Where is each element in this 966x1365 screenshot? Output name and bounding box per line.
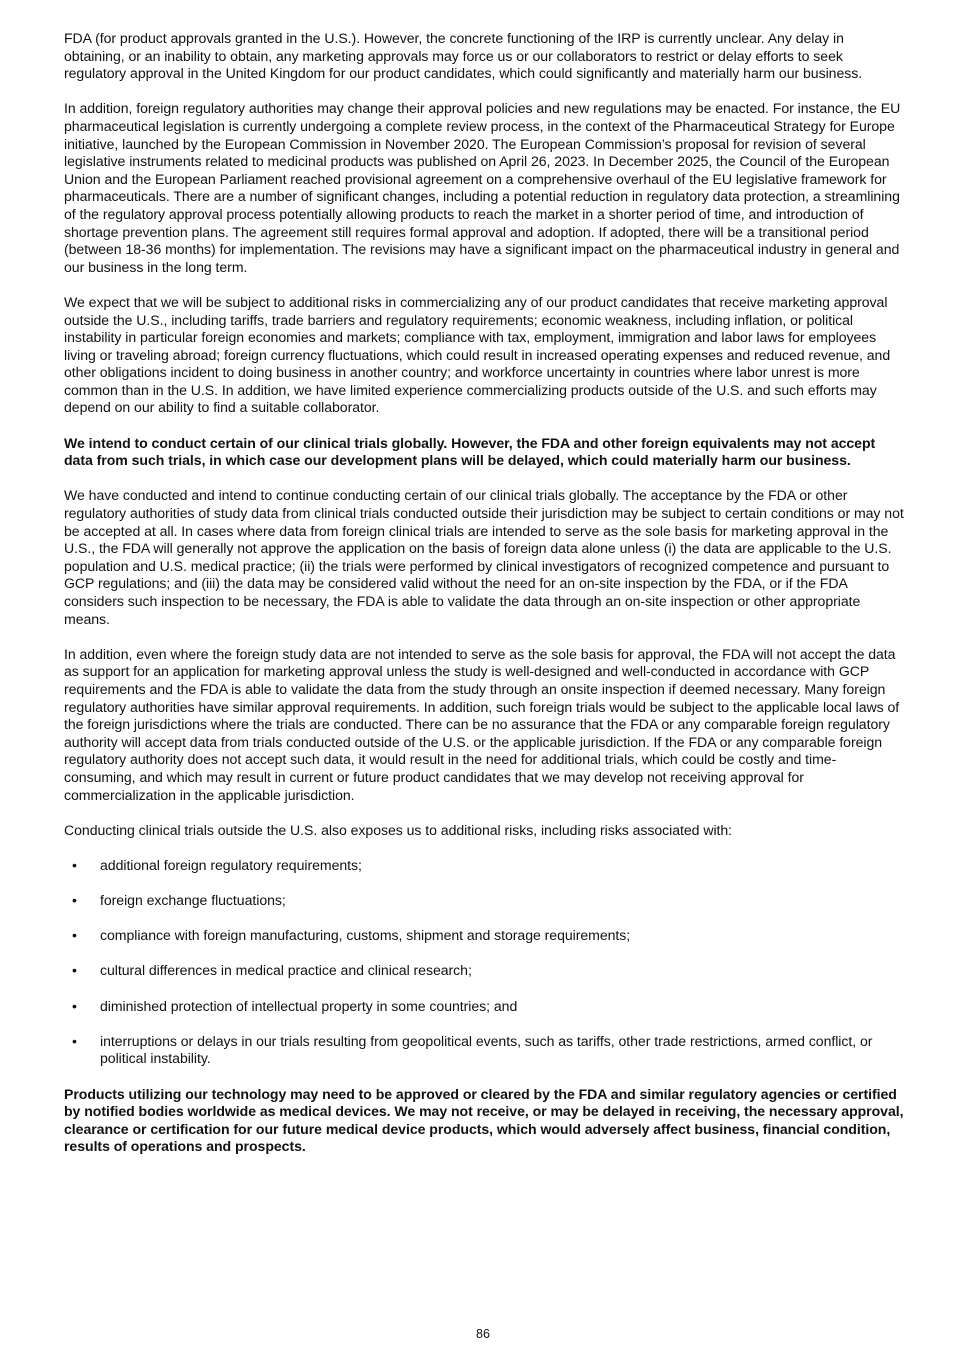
- bullet-icon: •: [72, 856, 77, 873]
- paragraph-commercialization-risks: We expect that we will be subject to additional risks in commercializing any of our product candidates that receive marketing approval outside the U.S., including tariffs, trade barriers and regulatory requirements; economic weakness, including inflation, or political instability in particular foreign economies and markets; compliance with tax, employment, immigration and labor laws for employees living or traveling abroad; foreign currency fluctuations, which could result in increased operating expenses and reduced revenue, and other obligations incident to doing business in another country; and workforce uncertainty in countries where labor unrest is more common than in the U.S. In addition, we have limited experience commercializing products outside of the U.S. and such efforts may depend on our ability to find a suitable collaborator.: [64, 293, 891, 416]
- risk-heading-medical-devices: Products utilizing our technology may need to be approved or cleared by the FDA and similar regulatory agencies or certified by notified bodies worldwide as medical devices. We may not receive, or may be delayed in receiving, the necessary approval, clearance or certification for our future medical device products, which would adversely affect business, financial condition, results of operations and prospects.: [64, 1085, 904, 1155]
- list-item-text: additional foreign regulatory requirements;: [100, 856, 362, 873]
- list-item: [64, 892, 904, 910]
- page-number: 86: [476, 1327, 490, 1341]
- risk-bullet-list: [64, 857, 904, 1068]
- paragraph-foreign-study-data: In addition, even where the foreign study data are not intended to serve as the sole basis for approval, the FDA will not accept the data as support for an application for marketing approval unless the study is well-designed and well-conducted in accordance with GCP requirements and the FDA is able to validate the data from the study through an onsite inspection if deemed necessary. Many foreign regulatory authorities have similar approval requirements. In addition, such foreign trials would be subject to the applicable local laws of the foreign jurisdictions where the trials are conducted. There can be no assurance that the FDA or any comparable foreign regulatory authority will accept data from trials conducted outside of the U.S. or the applicable jurisdiction. If the FDA or any comparable foreign regulatory authority does not accept such data, it would result in the need for additional trials, which could be costly and time-consuming, and which may result in current or future product candidates that we may develop not receiving approval for commercialization in the applicable jurisdiction.: [64, 645, 900, 803]
- paragraph-foreign-data: We have conducted and intend to continue conducting certain of our clinical trials globally. The acceptance by the FDA or other regulatory authorities of study data from clinical trials conducted outside their jurisdiction may be subject to certain conditions or may not be accepted at all. In cases where data from foreign clinical trials are intended to serve as the sole basis for marketing approval in the U.S., the FDA will generally not approve the application on the basis of foreign data alone unless (i) the data are applicable to the U.S. population and U.S. medical practice; (ii) the trials were performed by clinical investigators of recognized competence and pursuant to GCP regulations; and (iii) the data may be considered valid without the need for an on-site inspection by the FDA, or if the FDA considers such inspection to be necessary, the FDA is able to validate the data through an on-site inspection or other appropriate means.: [64, 487, 904, 627]
- bullet-icon: •: [72, 927, 77, 944]
- list-item-text: interruptions or delays in our trials resulting from geopolitical events, such as tariffs, other trade restrictions, armed conflict, or political instability.: [100, 1032, 873, 1067]
- bullet-icon: •: [72, 962, 77, 979]
- list-item: [64, 962, 904, 980]
- bullet-icon: •: [72, 1032, 77, 1049]
- list-item-text: foreign exchange fluctuations;: [100, 892, 286, 909]
- bullet-icon: •: [72, 997, 77, 1014]
- list-item-text: diminished protection of intellectual property in some countries; and: [100, 997, 518, 1014]
- list-item: [64, 857, 904, 875]
- paragraph-irp: FDA (for product approvals granted in the U.S.). However, the concrete functioning of the IRP is currently unclear. Any delay in obtaining, or an inability to obtain, any marketing approvals may force us or our collaborators to restrict or delay efforts to seek regulatory approval in the United Kingdom for our product candidates, which could significantly and materially harm our business.: [64, 30, 863, 82]
- paragraph-eu-legislation: In addition, foreign regulatory authorities may change their approval policies and new regulations may be enacted. For instance, the EU pharmaceutical legislation is currently undergoing a complete review process, in the context of the Pharmaceutical Strategy for Europe initiative, launched by the European Commission in November 2020. The European Commission’s proposal for revision of several legislative instruments related to medicinal products was published on April 26, 2023. In December 2025, the Council of the European Union and the European Parliament reached provisional agreement on a comprehensive overhaul of the EU legislative framework for pharmaceuticals. There are a number of significant changes, including a potential reduction in regulatory data protection, a streamlining of the regulatory approval process potentially allowing products to reach the market in a shorter period of time, and introduction of shortage prevention plans. The agreement still requires formal approval and adoption. If adopted, there will be a transitional period (between 18-36 months) for implementation. The revisions may have a significant impact on the pharmaceutical industry in general and our business in the long term.: [64, 100, 901, 275]
- risk-heading-global-trials: We intend to conduct certain of our clinical trials globally. However, the FDA and other foreign equivalents may not accept data from such trials, in which case our development plans will be delayed, which could materially harm our business.: [64, 434, 876, 469]
- paragraph-risks-intro: Conducting clinical trials outside the U.S. also exposes us to additional risks, including risks associated with:: [64, 821, 733, 838]
- list-item: [64, 998, 904, 1016]
- list-item: [64, 1033, 904, 1068]
- list-item-text: compliance with foreign manufacturing, customs, shipment and storage requirements;: [100, 927, 631, 944]
- list-item-text: cultural differences in medical practice and clinical research;: [100, 962, 472, 979]
- list-item: [64, 927, 904, 945]
- bullet-icon: •: [72, 892, 77, 909]
- document-page: [64, 30, 904, 1174]
